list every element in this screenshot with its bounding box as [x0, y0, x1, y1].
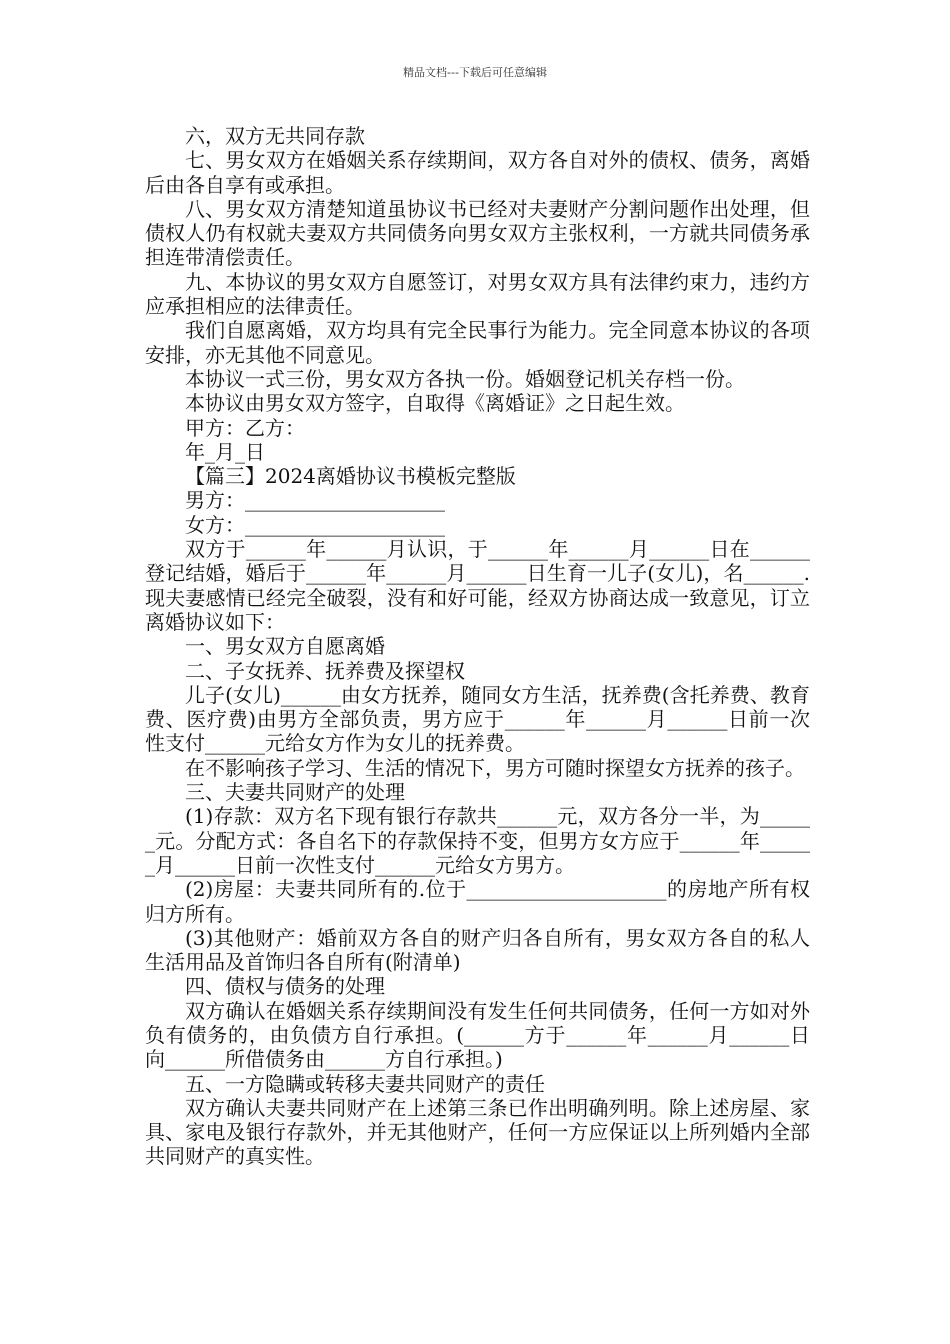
- paragraph: (3)其他财产：婚前双方各自的财产归各自所有，男女双方各自的私人生活用品及首饰归各自所有(附清单): [145, 925, 810, 975]
- female-party-field: 女方：____________________: [185, 512, 445, 537]
- paragraph: 我们自愿离婚，双方均具有完全民事行为能力。完全同意本协议的各项安排，亦无其他不同意见。: [145, 318, 810, 367]
- signature-line: 甲方：乙方：: [185, 415, 305, 440]
- paragraph: 九、本协议的男女双方自愿签订，对男女双方具有法律约束力，违约方应承担相应的法律责任。: [145, 269, 810, 319]
- page-header: 精品文档---下载后可任意编辑: [403, 66, 547, 79]
- paragraph: 在不影响孩子学习、生活的情况下，男方可随时探望女方抚养的孩子。: [185, 755, 805, 780]
- paragraph: 七、男女双方在婚姻关系存续期间，双方各自对外的债权、债务，离婚后由各自享有或承担。: [145, 148, 810, 197]
- clause-heading: 二、子女抚养、抚养费及探望权: [185, 658, 465, 683]
- date-line: 年_月_日: [185, 439, 265, 464]
- paragraph: (2)房屋：夫妻共同所有的.位于____________________的房地产所有权归方所有。: [145, 877, 810, 926]
- clause-heading: 一、男女双方自愿离婚: [185, 634, 385, 659]
- clause-heading: 三、夫妻共同财产的处理: [185, 780, 405, 805]
- paragraph: 六，双方无共同存款: [185, 124, 365, 148]
- paragraph: 八、男女双方清楚知道虽协议书已经对夫妻财产分割问题作出处理，但债权人仍有权就夫妻双方共同债务向男女双方主张权利，一方就共同债务承担连带清偿责任。: [145, 196, 810, 270]
- clause-heading: 五、一方隐瞒或转移夫妻共同财产的责任: [185, 1071, 545, 1096]
- paragraph: 双方于______年______月认识，于______年______月______日在______登记结婚，婚后于______年______月______日生育一儿子(女儿)，名______.现夫妻感情已经完全破裂，没有和好可能，经双方协商达成一致意见，订立离婚协议如下：: [145, 537, 810, 634]
- paragraph: 本协议一式三份，男女双方各执一份。婚姻登记机关存档一份。: [185, 366, 745, 391]
- paragraph: 儿子(女儿)______由女方抚养，随同女方生活，抚养费(含托养费、教育费、医疗费)由男方全部负责，男方应于______年______月______日前一次性支付______元给女方作为女儿的抚养费。: [145, 682, 810, 756]
- paragraph: 本协议由男女双方签字，自取得《离婚证》之日起生效。: [185, 391, 685, 416]
- paragraph: (1)存款：双方名下现有银行存款共______元，双方各分一半，为______元。分配方式：各自名下的存款保持不变，但男方女方应于______年______月______日前一次性支付______元给女方男方。: [145, 804, 810, 877]
- clause-heading: 四、债权与债务的处理: [185, 974, 385, 999]
- paragraph: 双方确认在婚姻关系存续期间没有发生任何共同债务，任何一方如对外负有债务的，由负债方自行承担。(______方于______年______月______日向______所借债务由______方自行承担。): [145, 998, 810, 1072]
- section-title: 【篇三】2024离婚协议书模板完整版: [185, 464, 516, 489]
- document-body: [145, 124, 810, 1169]
- male-party-field: 男方：____________________: [185, 488, 445, 513]
- paragraph: 双方确认夫妻共同财产在上述第三条已作出明确列明。除上述房屋、家具、家电及银行存款外，并无其他财产，任何一方应保证以上所列婚内全部共同财产的真实性。: [145, 1095, 810, 1169]
